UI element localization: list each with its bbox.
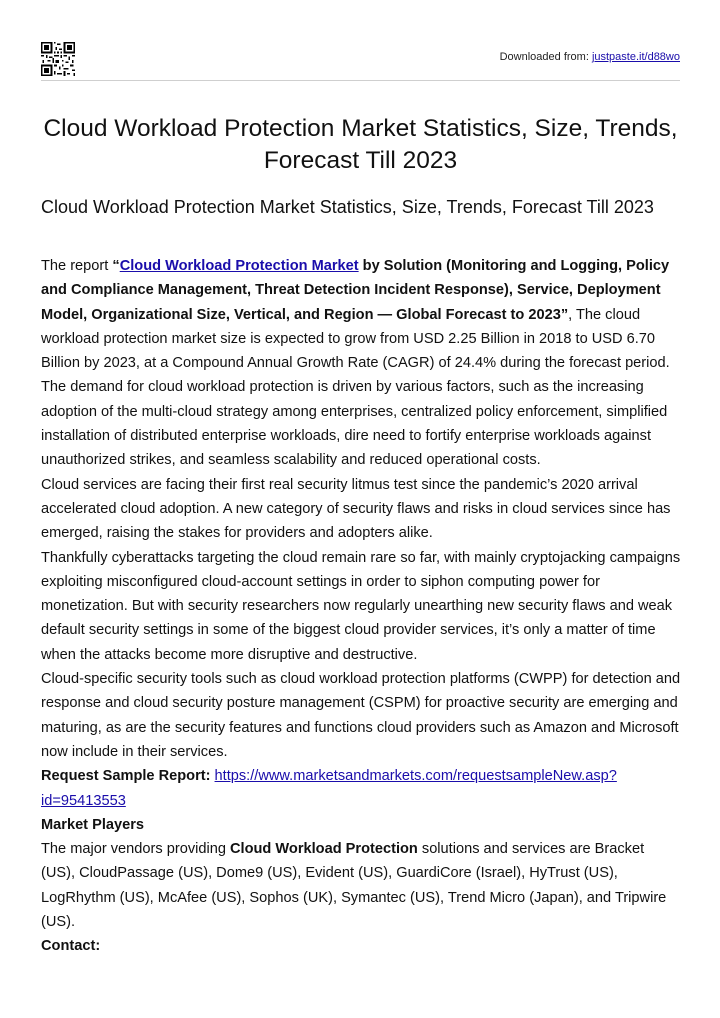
intro-text: , The cloud workload protection market size is expected to grow from USD 2.25 Billion in 2018 to USD 6.70 Billion by 2023, at a Compound Annual Growth Rate (CAGR) of 24.4% during the forecast period. The demand for cloud workload protection is driven by various factors, such as the increasing adoption of the multi-cloud strategy among enterprises, centralized policy enforcement, simplified installation of distributed enterprise workloads, dire need to fortify enterprise workloads against unauthorized strikes, and seamless scalability and reduced operational costs. (41, 306, 670, 469)
intro-lead: The report (41, 258, 113, 274)
paragraph-cloud-services: Cloud services are facing their first real security litmus test since the pandemic’s 2020 arrival accelerated cloud adoption. A new category of security flaws and risks in cloud services since has emerged, raising the stakes for providers and adopters alike. (41, 476, 671, 542)
players-lead: The major vendors providing (41, 841, 230, 858)
sample-report-line (41, 764, 681, 813)
players-text: solutions and services are Bracket (US), CloudPassage (US), Dome9 (US), Evident (US), GuardiCore (Israel), HyTrust (US), LogRhythm (US), McAfee (US), Sophos (UK), Symantec (US), Trend Micro (Japan), and Tripwire (US). (41, 841, 667, 931)
market-report-link[interactable]: Cloud Workload Protection Market (119, 258, 359, 274)
paragraph-cyberattacks: Thankfully cyberattacks targeting the cloud remain rare so far, with mainly cryptojacking campaigns exploiting misconfigured cloud-account settings in order to siphon computing power for monetization. But with security researchers now regularly unearthing new security flaws and weak default security settings in some of the biggest cloud provider services, it’s only a matter of time when the attacks become more disruptive and destructive. (41, 549, 681, 663)
page-header (41, 42, 680, 81)
contact-heading-text: Contact: (41, 938, 101, 955)
market-players-heading-text: Market Players (41, 816, 145, 833)
intro-paragraph (41, 254, 681, 473)
market-players-paragraph (41, 837, 681, 934)
article-body (41, 254, 681, 959)
downloaded-label: Downloaded from: (499, 51, 592, 63)
paragraph-security-tools: Cloud-specific security tools such as cloud workload protection platforms (CWPP) for detection and response and cloud security posture management (CSPM) for proactive security are emerging and maturing, as are the security features and functions cloud providers such as Amazon and Microsoft now include in their services. (41, 671, 681, 760)
source-link[interactable]: justpaste.it/d88wo (591, 51, 680, 63)
page-subtitle: Cloud Workload Protection Market Statistics, Size, Trends, Forecast Till 2023 (41, 197, 654, 217)
market-players-heading (41, 813, 681, 837)
page-title: Cloud Workload Protection Market Statistics, Size, Trends, Forecast Till 2023 (43, 115, 678, 174)
intro-quote-open: “ (112, 258, 120, 274)
players-bold: Cloud Workload Protection (230, 841, 418, 858)
sample-report-link[interactable]: https://www.marketsandmarkets.com/requestsampleNew.asp?id=95413553 (41, 768, 617, 809)
contact-heading (41, 934, 681, 958)
sample-report-label: Request Sample Report: (41, 768, 215, 785)
qr-code-icon (41, 42, 75, 76)
report-title-bold: by Solution (Monitoring and Logging, Policy and Compliance Management, Threat Detection Incident Response), Service, Deployment Model, Organizational Size, Vertical, and Region — Global Forecast to 2023” (41, 258, 670, 323)
download-source (500, 51, 680, 63)
